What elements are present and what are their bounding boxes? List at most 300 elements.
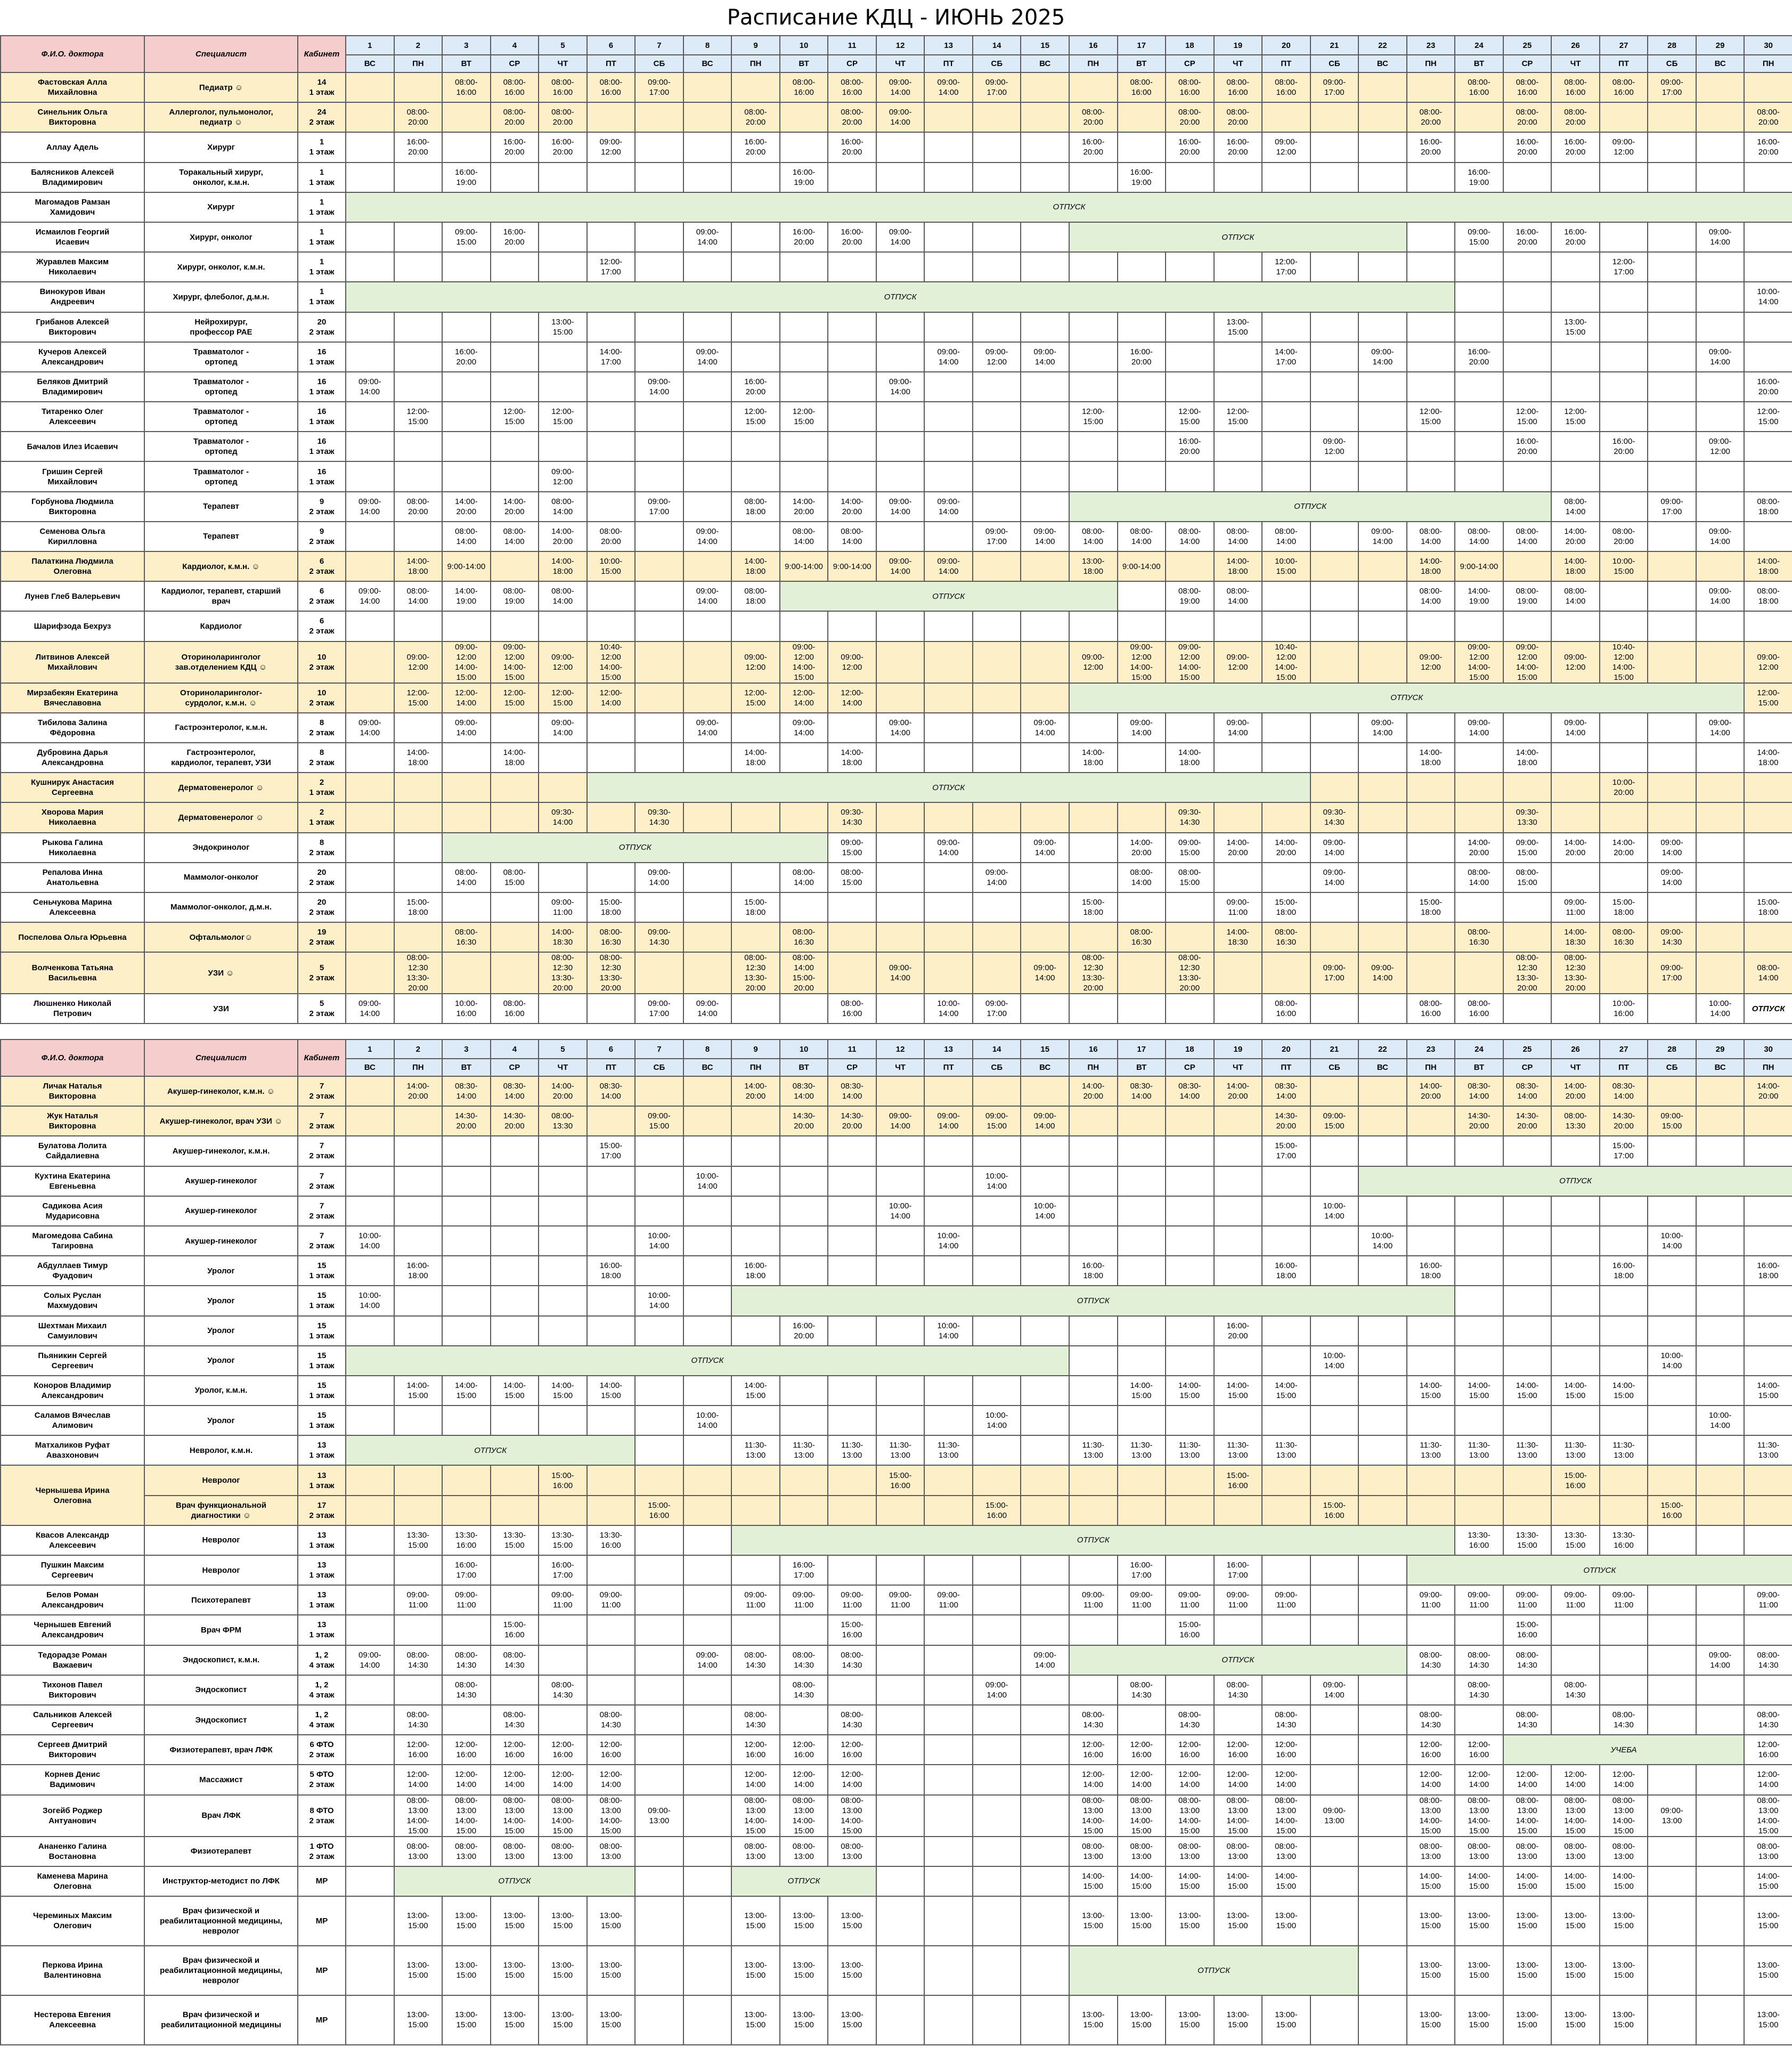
doctor-name: Нестерова Евгения Алексеевна (1, 1995, 144, 2045)
schedule-cell: 08:00- 13:00 (1551, 1837, 1600, 1866)
schedule-cell (876, 1705, 925, 1735)
schedule-cell (973, 1896, 1021, 1946)
specialist: Травматолог - ортопед (144, 432, 298, 461)
schedule-cell: 14:00- 18:30 (1214, 922, 1262, 952)
schedule-cell (683, 863, 732, 892)
schedule-cell (1310, 641, 1359, 683)
weekday-label: СБ (973, 55, 1021, 72)
schedule-cell (876, 402, 925, 432)
schedule-cell: 08:00- 12:30 13:30- 20:00 (1069, 952, 1118, 994)
schedule-cell (1648, 1866, 1696, 1896)
schedule-cell (683, 1226, 732, 1256)
schedule-cell (1503, 163, 1552, 192)
schedule-cell (1118, 994, 1166, 1024)
room-number: 15 1 этаж (298, 1286, 346, 1315)
schedule-cell (1407, 1465, 1455, 1495)
schedule-cell: 11:30- 13:00 (1744, 1435, 1792, 1465)
schedule-cell: 09:00- 14:00 (973, 1675, 1021, 1705)
schedule-cell: 09:00- 15:00 (1455, 222, 1503, 252)
schedule-cell: 11:30- 13:00 (1407, 1435, 1455, 1465)
schedule-cell (587, 492, 636, 522)
schedule-cell (1069, 342, 1118, 372)
schedule-cell: 08:00- 15:00 (1503, 863, 1552, 892)
schedule-cell: 15:00- 18:00 (1069, 892, 1118, 922)
weekday-label: ПН (1069, 1059, 1118, 1076)
schedule-cell (828, 1465, 876, 1495)
schedule-cell (442, 372, 491, 402)
schedule-cell (780, 1705, 828, 1735)
schedule-cell (1744, 222, 1792, 252)
weekday-label: ВС (1358, 1059, 1407, 1076)
schedule-cell (1021, 641, 1069, 683)
schedule-cell (1262, 802, 1310, 832)
weekday-label: ЧТ (1214, 55, 1262, 72)
schedule-cell: 14:00- 15:00 (587, 1376, 636, 1406)
schedule-cell: 08:00- 14:00 (1407, 522, 1455, 551)
schedule-cell: 09:00- 14:00 (876, 1106, 925, 1136)
schedule-cell (1455, 252, 1503, 282)
schedule-cell (973, 1465, 1021, 1495)
schedule-cell (346, 1376, 394, 1406)
schedule-cell: 09:00- 14:00 (780, 713, 828, 743)
schedule-cell (1214, 1256, 1262, 1286)
schedule-cell: 09:00- 14:00 (1696, 342, 1745, 372)
schedule-cell: 13:00- 15:00 (1262, 1995, 1310, 2045)
schedule-cell: 9:00-14:00 (1455, 551, 1503, 581)
schedule-cell: 13:00- 15:00 (1069, 1995, 1118, 2045)
schedule-cell (1358, 1946, 1407, 1995)
schedule-cell: 16:00- 18:00 (1744, 1256, 1792, 1286)
schedule-cell (780, 743, 828, 773)
schedule-cell: 08:00- 20:00 (1069, 102, 1118, 132)
specialist: Офтальмолог☺ (144, 922, 298, 952)
schedule-cell (973, 551, 1021, 581)
schedule-cell: 12:00- 16:00 (539, 1735, 587, 1765)
schedule-cell (346, 1866, 394, 1896)
schedule-cell: 08:00- 14:30 (1407, 1645, 1455, 1675)
schedule-cell (1648, 461, 1696, 491)
schedule-cell (394, 802, 443, 832)
schedule-cell (731, 1316, 780, 1346)
schedule-cell (1021, 1615, 1069, 1645)
schedule-cell (1648, 1837, 1696, 1866)
schedule-cell (876, 802, 925, 832)
schedule-cell (1455, 743, 1503, 773)
weekday-label: ЧТ (876, 55, 925, 72)
schedule-cell (828, 461, 876, 491)
vacation-banner: ОТПУСК (394, 1866, 636, 1896)
schedule-cell (1118, 402, 1166, 432)
weekday-label: ВС (683, 55, 732, 72)
specialist: Маммолог-онколог, д.м.н. (144, 892, 298, 922)
schedule-cell (346, 1795, 394, 1837)
schedule-cell (635, 611, 683, 641)
schedule-cell: 08:00- 14:30 (780, 1645, 828, 1675)
specialist: Хирург, онколог, к.м.н. (144, 252, 298, 282)
schedule-cell: 08:00- 16:00 (780, 72, 828, 102)
schedule-cell (1600, 102, 1648, 132)
schedule-cell: 16:00- 20:00 (780, 222, 828, 252)
schedule-cell (1069, 72, 1118, 102)
schedule-cell (442, 461, 491, 491)
schedule-cell (1166, 372, 1214, 402)
schedule-cell (1021, 1465, 1069, 1495)
schedule-cell (1503, 342, 1552, 372)
schedule-cell (1021, 1316, 1069, 1346)
doctor-name: Сальников Алексей Сергеевич (1, 1705, 144, 1735)
schedule-cell (1310, 1465, 1359, 1495)
schedule-cell (346, 1406, 394, 1435)
schedule-cell (924, 1795, 973, 1837)
schedule-cell (731, 1496, 780, 1525)
schedule-cell: 09:00- 14:00 (1696, 522, 1745, 551)
schedule-cell: 13:00- 15:00 (1600, 1946, 1648, 1995)
specialist: Аллерголог, пульмонолог, педиатр ☺ (144, 102, 298, 132)
schedule-cell (1214, 1346, 1262, 1376)
schedule-cell: 16:00- 20:00 (491, 132, 539, 162)
schedule-cell (1021, 1705, 1069, 1735)
doctor-name: Тибилова Залина Фёдоровна (1, 713, 144, 743)
schedule-cell: 08:00- 16:00 (539, 72, 587, 102)
schedule-cell (491, 1316, 539, 1346)
schedule-cell (346, 461, 394, 491)
schedule-cell (731, 863, 780, 892)
schedule-cell (1069, 1166, 1118, 1196)
schedule-cell (924, 163, 973, 192)
schedule-cell (1696, 1226, 1745, 1256)
schedule-cell (1744, 1106, 1792, 1136)
day-number: 19 (1214, 1039, 1262, 1059)
schedule-cell (683, 1376, 732, 1406)
schedule-cell (1696, 743, 1745, 773)
schedule-cell (683, 1555, 732, 1585)
schedule-cell (1021, 1376, 1069, 1406)
schedule-cell (876, 1555, 925, 1585)
schedule-cell: 13:00- 15:00 (587, 1896, 636, 1946)
schedule-cell (876, 1995, 925, 2045)
room-number: 5 2 этаж (298, 994, 346, 1024)
schedule-cell: 13:00- 15:00 (1503, 1995, 1552, 2045)
schedule-cell: 09:30- 14:30 (1166, 802, 1214, 832)
schedule-cell (1358, 1136, 1407, 1166)
schedule-cell: 14:30- 20:00 (1455, 1106, 1503, 1136)
weekday-label: ПН (1744, 55, 1792, 72)
schedule-cell: 08:00- 13:00 (1118, 1837, 1166, 1866)
vacation-banner: ОТПУСК (1069, 492, 1551, 522)
schedule-cell (1214, 863, 1262, 892)
schedule-cell (731, 222, 780, 252)
schedule-cell: 13:00- 15:00 (1503, 1896, 1552, 1946)
schedule-cell: 16:00- 20:00 (491, 222, 539, 252)
schedule-cell (1214, 163, 1262, 192)
schedule-cell: 08:00- 16:00 (828, 72, 876, 102)
schedule-cell (394, 994, 443, 1024)
schedule-cell (973, 1316, 1021, 1346)
schedule-cell (924, 1376, 973, 1406)
schedule-cell: 09:00- 14:00 (1310, 1675, 1359, 1705)
weekday-label: СР (828, 55, 876, 72)
schedule-cell (1310, 994, 1359, 1024)
schedule-cell (539, 611, 587, 641)
schedule-cell: 16:00- 20:00 (539, 132, 587, 162)
schedule-cell (394, 1196, 443, 1226)
schedule-cell (1214, 372, 1262, 402)
schedule-cell (635, 1196, 683, 1226)
schedule-cell (1021, 551, 1069, 581)
schedule-cell: 16:00- 18:00 (1600, 1256, 1648, 1286)
schedule-cell (876, 163, 925, 192)
schedule-cell (1166, 1256, 1214, 1286)
schedule-cell (1358, 461, 1407, 491)
schedule-cell (635, 1316, 683, 1346)
schedule-cell: 14:00- 15:00 (1503, 1376, 1552, 1406)
day-number: 15 (1021, 1039, 1069, 1059)
schedule-cell (1503, 372, 1552, 402)
schedule-cell: 13:00- 15:00 (780, 1896, 828, 1946)
schedule-cell: 08:00- 16:30 (1262, 922, 1310, 952)
schedule-cell (635, 222, 683, 252)
schedule-cell (346, 1995, 394, 2045)
schedule-cell: 09:00- 11:00 (442, 1585, 491, 1615)
schedule-cell (1310, 1735, 1359, 1765)
schedule-cell (1358, 802, 1407, 832)
schedule-cell (828, 1496, 876, 1525)
schedule-cell: 09:30- 14:30 (635, 802, 683, 832)
schedule-cell (1358, 1196, 1407, 1226)
schedule-cell (1310, 372, 1359, 402)
weekday-label: СБ (973, 1059, 1021, 1076)
schedule-cell: 13:00- 15:00 (1118, 1896, 1166, 1946)
schedule-cell: 09:00- 12:00 (1262, 132, 1310, 162)
specialist: Невролог (144, 1525, 298, 1555)
schedule-cell: 10:00- 15:00 (587, 551, 636, 581)
schedule-cell (1358, 1435, 1407, 1465)
doctor-name: Коноров Владимир Александрович (1, 1376, 144, 1406)
schedule-cell (491, 1196, 539, 1226)
schedule-cell: 08:00- 14:30 (1503, 1705, 1552, 1735)
schedule-cell (394, 1316, 443, 1346)
schedule-cell (924, 402, 973, 432)
schedule-cell (1744, 611, 1792, 641)
specialist: Эндокринолог (144, 833, 298, 863)
schedule-cell (1118, 1705, 1166, 1735)
schedule-cell: 14:00- 20:00 (1214, 1076, 1262, 1106)
schedule-cell (635, 1376, 683, 1406)
schedule-cell (1118, 1346, 1166, 1376)
schedule-cell: 12:00- 16:00 (394, 1735, 443, 1765)
schedule-cell: 08:00- 14:30 (1214, 1675, 1262, 1705)
schedule-cell (876, 892, 925, 922)
schedule-cell: 08:00- 13:30 (1551, 1106, 1600, 1136)
room-number: 1 1 этаж (298, 163, 346, 192)
schedule-cell: 12:00- 14:00 (780, 683, 828, 713)
schedule-cell: 09:00- 14:00 (1358, 342, 1407, 372)
schedule-cell (346, 1585, 394, 1615)
weekday-label: ВТ (1455, 1059, 1503, 1076)
schedule-cell (924, 1946, 973, 1995)
day-number: 26 (1551, 1039, 1600, 1059)
schedule-cell: 14:00- 18:30 (1551, 922, 1600, 952)
schedule-cell: 08:00- 14:30 (491, 1705, 539, 1735)
schedule-cell (346, 1675, 394, 1705)
schedule-cell: 12:00- 14:00 (491, 1765, 539, 1794)
schedule-cell: 12:00- 16:00 (1262, 1735, 1310, 1765)
schedule-cell (731, 1406, 780, 1435)
schedule-cell (1407, 461, 1455, 491)
schedule-cell (683, 1465, 732, 1495)
schedule-cell (924, 611, 973, 641)
schedule-cell (1551, 773, 1600, 802)
room-number: 15 1 этаж (298, 1376, 346, 1406)
schedule-cell (346, 72, 394, 102)
day-number: 4 (491, 36, 539, 55)
schedule-cell: 13:00- 15:00 (539, 1995, 587, 2045)
schedule-cell: 08:00- 13:00 (1214, 1837, 1262, 1866)
schedule-cell (635, 892, 683, 922)
schedule-cell (973, 611, 1021, 641)
schedule-cell (1214, 252, 1262, 282)
schedule-cell (1744, 1496, 1792, 1525)
day-number: 24 (1455, 1039, 1503, 1059)
schedule-cell (1310, 1376, 1359, 1406)
schedule-cell (780, 1166, 828, 1196)
schedule-cell: 13:00- 15:00 (442, 1995, 491, 2045)
schedule-cell: 10:00- 14:00 (973, 1406, 1021, 1435)
schedule-cell (973, 1615, 1021, 1645)
schedule-cell (973, 1226, 1021, 1256)
schedule-cell (1551, 1316, 1600, 1346)
specialist: Акушер-гинеколог (144, 1166, 298, 1196)
schedule-cell (442, 743, 491, 773)
schedule-cell: 09:00- 12:00 (539, 641, 587, 683)
schedule-cell (1262, 713, 1310, 743)
schedule-cell: 16:00- 17:00 (1118, 1555, 1166, 1585)
weekday-label: ВС (1021, 1059, 1069, 1076)
schedule-cell (1600, 713, 1648, 743)
doctor-name: Репалова Инна Анатольевна (1, 863, 144, 892)
schedule-cell: 08:30- 14:00 (1503, 1076, 1552, 1106)
schedule-cell: 09:00- 14:30 (1648, 922, 1696, 952)
schedule-cell: 14:00- 15:00 (1262, 1376, 1310, 1406)
schedule-cell (394, 1166, 443, 1196)
schedule-cell (1407, 863, 1455, 892)
schedule-cell (1310, 342, 1359, 372)
schedule-cell (491, 713, 539, 743)
schedule-cell: 13:00- 15:00 (1214, 1995, 1262, 2045)
schedule-cell: 13:00- 15:00 (1214, 312, 1262, 342)
schedule-cell (1600, 372, 1648, 402)
doctor-name: Рыкова Галина Николаевна (1, 833, 144, 863)
schedule-cell: 08:00- 13:00 (1455, 1837, 1503, 1866)
vacation-banner: ОТПУСК (442, 833, 828, 863)
schedule-cell: 08:00- 16:30 (1600, 922, 1648, 952)
schedule-cell (635, 1555, 683, 1585)
schedule-cell: 12:00- 14:00 (828, 683, 876, 713)
schedule-cell (442, 252, 491, 282)
schedule-cell (876, 1166, 925, 1196)
schedule-cell (683, 551, 732, 581)
schedule-cell (1648, 1615, 1696, 1645)
schedule-cell (1166, 1166, 1214, 1196)
schedule-cell (973, 102, 1021, 132)
schedule-cell (394, 833, 443, 863)
schedule-cell: 12:00- 16:00 (1214, 1735, 1262, 1765)
day-number: 30 (1744, 36, 1792, 55)
schedule-cell (1166, 342, 1214, 372)
specialist: Уролог, к.м.н. (144, 1376, 298, 1406)
schedule-cell (587, 1286, 636, 1315)
schedule-cell (780, 132, 828, 162)
specialist: Хирург (144, 192, 298, 222)
schedule-cell (780, 802, 828, 832)
doctor-row (1, 1465, 1792, 1495)
header-name: Ф.И.О. доктора (1, 1039, 144, 1076)
schedule-cell: 08:00- 14:00 (491, 522, 539, 551)
schedule-cell: 14:00- 15:00 (1166, 1866, 1214, 1896)
schedule-cell: 12:00- 15:00 (731, 402, 780, 432)
schedule-cell: 13:30- 16:00 (587, 1525, 636, 1555)
schedule-cell (539, 1316, 587, 1346)
schedule-cell (683, 892, 732, 922)
schedule-cell (1551, 994, 1600, 1024)
schedule-cell: 14:00- 18:00 (1166, 743, 1214, 773)
schedule-cell (442, 773, 491, 802)
weekday-label: ВТ (442, 55, 491, 72)
schedule-cell (1358, 994, 1407, 1024)
day-number: 18 (1166, 36, 1214, 55)
doctor-row (1, 1435, 1792, 1465)
schedule-cell (973, 1585, 1021, 1615)
schedule-cell (1262, 611, 1310, 641)
schedule-cell: 08:00- 13:00 14:00- 15:00 (828, 1795, 876, 1837)
schedule-cell: 09:00- 14:00 (346, 372, 394, 402)
schedule-cell (683, 402, 732, 432)
schedule-cell: 13:00- 15:00 (1455, 1995, 1503, 2045)
schedule-cell: 08:00- 20:00 (1214, 102, 1262, 132)
schedule-cell (973, 1435, 1021, 1465)
schedule-cell: 09:00- 11:00 (828, 1585, 876, 1615)
schedule-cell: 09:00- 12:00 (1214, 641, 1262, 683)
schedule-cell: 12:00- 15:00 (731, 683, 780, 713)
doctor-name: Череминых Максим Олегович (1, 1896, 144, 1946)
schedule-cell (1021, 72, 1069, 102)
schedule-cell: 09:00- 12:00 (731, 641, 780, 683)
schedule-cell: 14:00- 20:00 (1551, 1076, 1600, 1106)
doctor-name: Тихонов Павел Викторович (1, 1675, 144, 1705)
schedule-cell: 14:00- 15:00 (1118, 1376, 1166, 1406)
schedule-cell: 14:00- 15:00 (1600, 1376, 1648, 1406)
schedule-cell (1069, 372, 1118, 402)
schedule-cell: 09:00- 12:00 (1600, 132, 1648, 162)
schedule-cell (924, 743, 973, 773)
doctor-row (1, 222, 1792, 252)
schedule-cell: 08:00- 13:00 14:00- 15:00 (587, 1795, 636, 1837)
schedule-cell: 14:00- 18:00 (1407, 551, 1455, 581)
schedule-cell (731, 1106, 780, 1136)
schedule-cell (346, 892, 394, 922)
schedule-cell: 13:00- 18:00 (1069, 551, 1118, 581)
schedule-cell: 16:00- 20:00 (1744, 372, 1792, 402)
schedule-cell (1166, 1555, 1214, 1585)
specialist: Врач функциональной диагностики ☺ (144, 1496, 298, 1525)
schedule-cell: 14:00- 18:00 (731, 743, 780, 773)
schedule-cell: 08:00- 13:30 (539, 1106, 587, 1136)
day-number: 10 (780, 1039, 828, 1059)
schedule-cell: 14:00- 20:00 (539, 522, 587, 551)
schedule-cell (1214, 611, 1262, 641)
vacation-banner: ОТПУСК (731, 1525, 1455, 1555)
schedule-cell: 13:00- 15:00 (1744, 1995, 1792, 2045)
